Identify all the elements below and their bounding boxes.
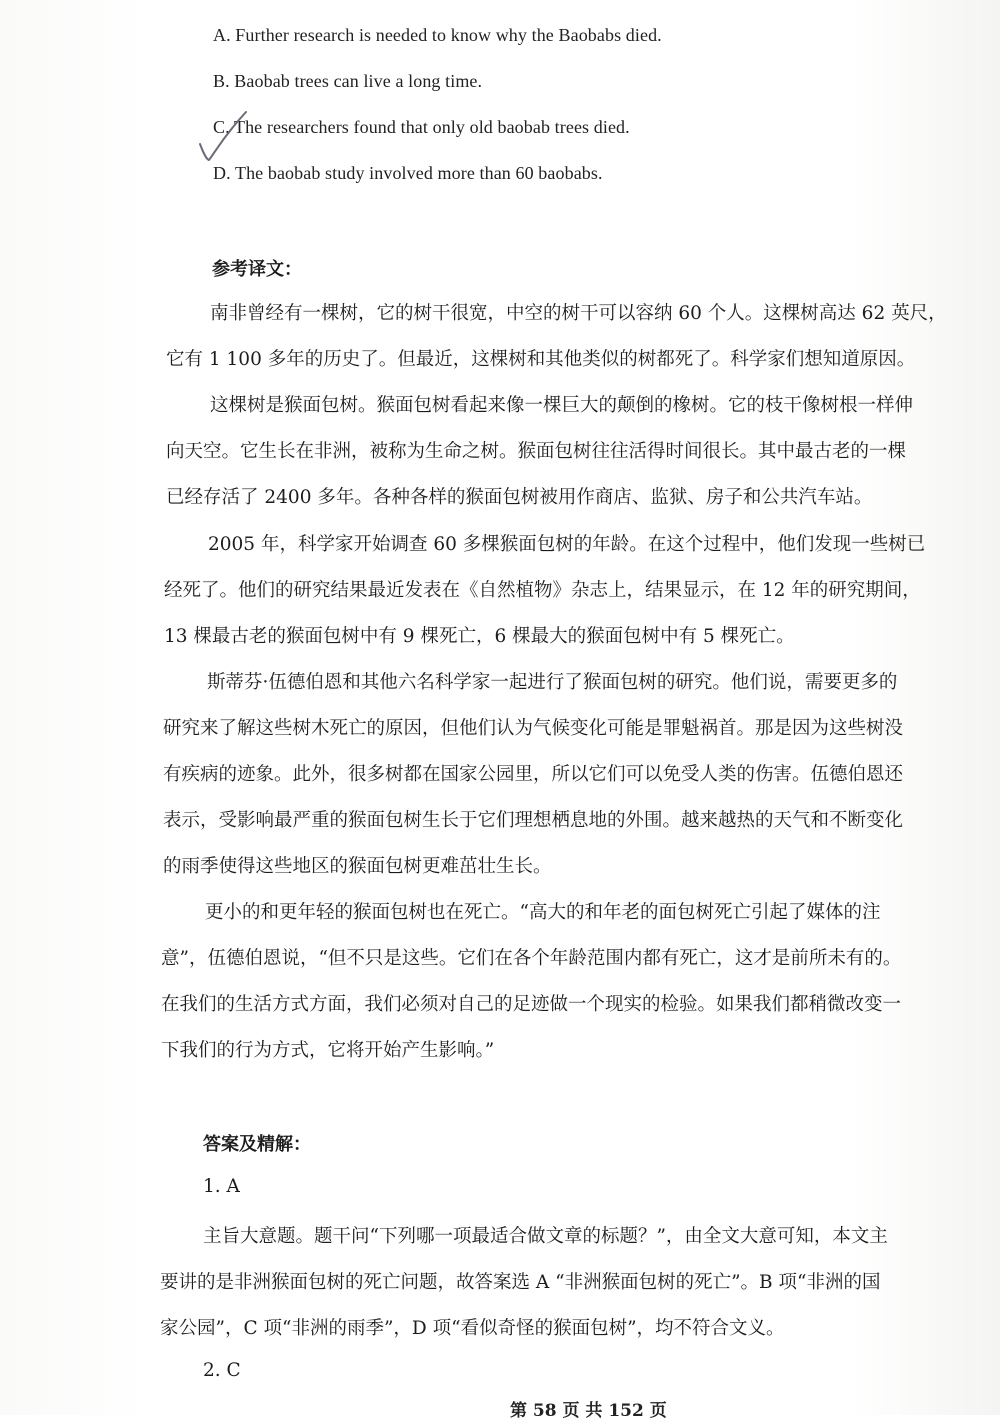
answers-heading: 答案及精解： [203, 1134, 311, 1155]
translation-heading: 参考译文： [212, 259, 302, 280]
translation-line: 经死了。他们的研究结果最近发表在《自然植物》杂志上，结果显示，在 12 年的研究期间， [164, 580, 921, 601]
answer-number: 1. A [203, 1176, 240, 1197]
page-number: 第 58 页 共 152 页 [510, 1401, 667, 1421]
translation-line: 已经存活了 2400 多年。各种各样的猴面包树被用作商店、监狱、房子和公共汽车站。 [166, 487, 873, 508]
answer-number: 2. C [203, 1360, 241, 1381]
translation-line: 意”，伍德伯恩说，“但不只是这些。它们在各个年龄范围内都有死亡，这才是前所未有的。 [161, 948, 902, 969]
translation-line: 的雨季使得这些地区的猴面包树更难茁壮生长。 [163, 856, 552, 877]
option-b: B. Baobab trees can live a long time. [213, 71, 483, 91]
option-a: A. Further research is needed to know why the Baobabs died. [213, 25, 662, 45]
translation-line: 它有 1 100 多年的历史了。但最近，这棵树和其他类似的树都死了。科学家们想知道原因。 [166, 349, 916, 370]
translation-line: 斯蒂芬·伍德伯恩和其他六名科学家一起进行了猴面包树的研究。他们说，需要更多的 [207, 672, 898, 693]
answer-explanation-line: 要讲的是非洲猴面包树的死亡问题，故答案选 A “非洲猴面包树的死亡”。B 项“非洲的国 [160, 1272, 881, 1293]
translation-line: 南非曾经有一棵树，它的树干很宽，中空的树干可以容纳 60 个人。这棵树高达 62 英尺， [210, 303, 947, 324]
translation-line: 下我们的行为方式，它将开始产生影响。” [161, 1040, 495, 1061]
answer-explanation-line: 主旨大意题。题干问“下列哪一项最适合做文章的标题？”，由全文大意可知，本文主 [203, 1226, 888, 1247]
translation-line: 更小的和更年轻的猴面包树也在死亡。“高大的和年老的面包树死亡引起了媒体的注 [205, 902, 881, 923]
translation-line: 研究来了解这些树木死亡的原因，但他们认为气候变化可能是罪魁祸首。那是因为这些树没 [163, 718, 904, 739]
option-c: C. The researchers found that only old baobab trees died. [213, 117, 630, 137]
translation-line: 在我们的生活方式方面，我们必须对自己的足迹做一个现实的检验。如果我们都稍微改变一 [161, 994, 902, 1015]
translation-line: 表示，受影响最严重的猴面包树生长于它们理想栖息地的外围。越来越热的天气和不断变化 [163, 810, 904, 831]
answer-explanation-line: 家公园”，C 项“非洲的雨季”，D 项“看似奇怪的猴面包树”，均不符合文义。 [160, 1318, 785, 1339]
handwritten-check-icon [194, 106, 254, 166]
option-d: D. The baobab study involved more than 60 baobabs. [213, 163, 603, 183]
translation-line: 向天空。它生长在非洲，被称为生命之树。猴面包树往往活得时间很长。其中最古老的一棵 [166, 441, 907, 462]
translation-line: 2005 年，科学家开始调查 60 多棵猴面包树的年龄。在这个过程中，他们发现一些树已 [208, 534, 926, 555]
translation-line: 这棵树是猴面包树。猴面包树看起来像一棵巨大的颠倒的橡树。它的枝干像树根一样伸 [210, 395, 914, 416]
translation-line: 有疾病的迹象。此外，很多树都在国家公园里，所以它们可以免受人类的伤害。伍德伯恩还 [163, 764, 904, 785]
translation-line: 13 棵最古老的猴面包树中有 9 棵死亡，6 棵最大的猴面包树中有 5 棵死亡。 [164, 626, 795, 647]
